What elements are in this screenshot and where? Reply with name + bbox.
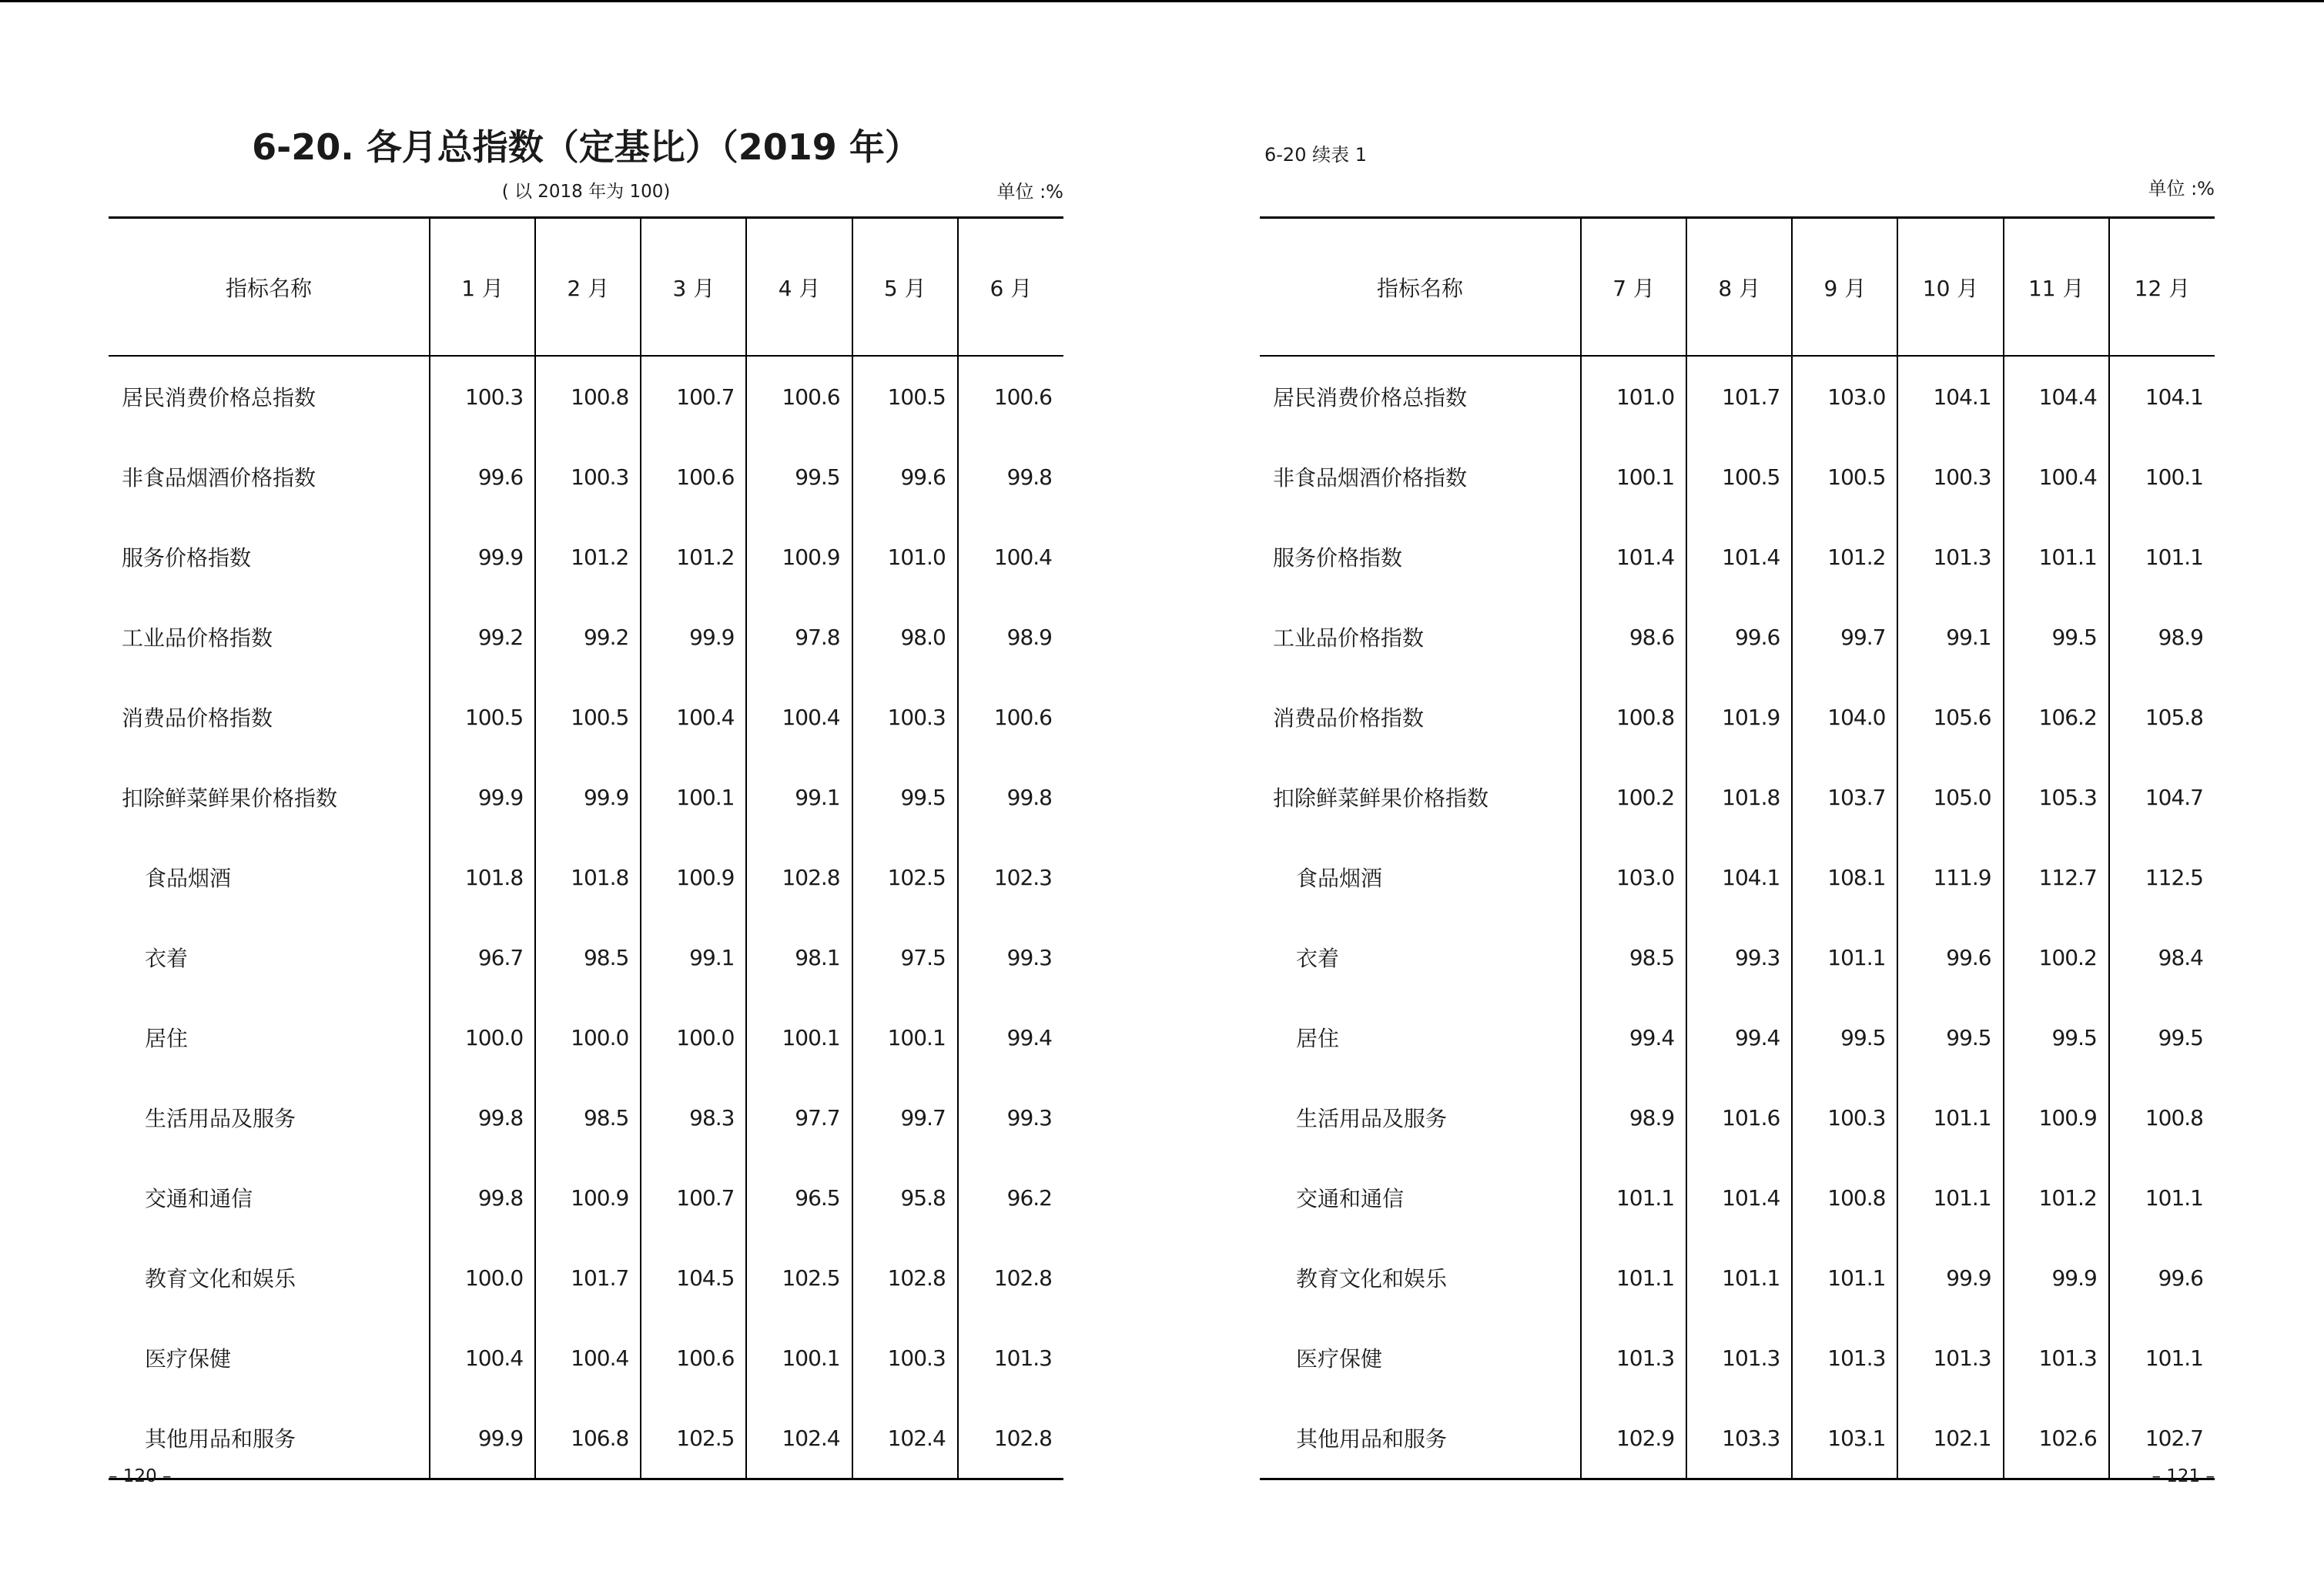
- row-label: 非食品烟酒价格指数: [1273, 465, 1468, 491]
- table-cell-value: 98.5: [535, 1077, 641, 1157]
- column-header-month: 4 月: [746, 218, 852, 357]
- row-label: 扣除鲜菜鲜果价格指数: [1273, 786, 1489, 811]
- row-label: 交通和通信: [145, 1186, 253, 1211]
- row-label: 交通和通信: [1296, 1186, 1405, 1211]
- table-cell-value: 98.9: [1581, 1077, 1686, 1157]
- page-number: – 120 –: [109, 1466, 172, 1486]
- row-label: 服务价格指数: [122, 545, 252, 571]
- table-cell-value: 100.9: [641, 837, 746, 917]
- table-title: 6-20. 各月总指数（定基比）（2019 年）: [252, 126, 920, 168]
- table-cell-value: 98.3: [641, 1077, 746, 1157]
- table-row: [109, 597, 1063, 677]
- table-cell-value: 99.9: [430, 517, 535, 597]
- table-cell-value: 99.4: [1581, 997, 1686, 1077]
- column-header-month: 5 月: [852, 218, 958, 357]
- row-label: 衣着: [145, 946, 189, 971]
- table-cell-value: 102.8: [852, 1238, 958, 1318]
- table-row: [1260, 1398, 2215, 1479]
- table-cell-value: 101.1: [1792, 1238, 1897, 1318]
- table-cell-value: 100.0: [430, 997, 535, 1077]
- table-cell-value: 101.1: [2109, 1157, 2215, 1238]
- table-cell-value: 112.7: [2004, 837, 2109, 917]
- column-header-month: 12 月: [2109, 218, 2215, 357]
- table-cell-value: 100.6: [641, 437, 746, 517]
- row-label: 工业品价格指数: [122, 625, 273, 651]
- table-cell-value: 101.4: [1686, 1157, 1792, 1238]
- table-cell-value: 97.5: [852, 917, 958, 997]
- table-row: [1260, 1157, 2215, 1238]
- table-cell-value: 99.8: [430, 1157, 535, 1238]
- table-row: [1260, 917, 2215, 997]
- row-label: 食品烟酒: [145, 866, 232, 891]
- table-cell-value: 100.8: [535, 356, 641, 437]
- table-cell-value: 103.0: [1581, 837, 1686, 917]
- column-header-month: 9 月: [1792, 218, 1897, 357]
- table-cell-value: 104.1: [1686, 837, 1792, 917]
- table-cell-value: 100.4: [535, 1318, 641, 1398]
- table-cell-value: 99.3: [958, 1077, 1063, 1157]
- table-cell-value: 101.1: [1581, 1157, 1686, 1238]
- table-cell-value: 100.9: [746, 517, 852, 597]
- table-cell-value: 101.2: [641, 517, 746, 597]
- table-cell-value: 100.5: [1686, 437, 1792, 517]
- table-row: [1260, 1077, 2215, 1157]
- table-cell-value: 99.1: [746, 757, 852, 837]
- table-cell-value: 99.5: [1897, 997, 2003, 1077]
- table-row: [1260, 757, 2215, 837]
- column-header-month: 1 月: [430, 218, 535, 357]
- row-label: 扣除鲜菜鲜果价格指数: [122, 786, 338, 811]
- table-cell-value: 99.9: [2004, 1238, 2109, 1318]
- table-cell-value: 99.5: [2004, 597, 2109, 677]
- table-cell-value: 100.3: [430, 356, 535, 437]
- table-cell-value: 100.1: [746, 1318, 852, 1398]
- table-cell-value: 100.5: [852, 356, 958, 437]
- table-cell-value: 99.5: [746, 437, 852, 517]
- table-cell-value: 99.9: [641, 597, 746, 677]
- table-cell-value: 102.5: [641, 1398, 746, 1479]
- table-cell-value: 101.2: [1792, 517, 1897, 597]
- table-cell-value: 99.1: [641, 917, 746, 997]
- table-row: [109, 1157, 1063, 1238]
- table-cell-value: 101.3: [1581, 1318, 1686, 1398]
- table-cell-value: 100.7: [641, 356, 746, 437]
- table-cell-value: 101.1: [1792, 917, 1897, 997]
- row-label: 消费品价格指数: [122, 705, 273, 731]
- table-row: [109, 517, 1063, 597]
- table-cell-value: 99.5: [852, 757, 958, 837]
- table-cell-value: 100.6: [641, 1318, 746, 1398]
- table-cell-value: 100.3: [1897, 437, 2003, 517]
- row-label: 服务价格指数: [1273, 545, 1403, 571]
- table-cell-value: 102.9: [1581, 1398, 1686, 1479]
- table-cell-value: 102.8: [746, 837, 852, 917]
- table-cell-value: 101.6: [1686, 1077, 1792, 1157]
- table-cell-value: 102.5: [746, 1238, 852, 1318]
- table-cell-value: 102.5: [852, 837, 958, 917]
- table-cell-value: 104.0: [1792, 677, 1897, 757]
- table-cell-value: 100.1: [641, 757, 746, 837]
- table-cell-value: 105.8: [2109, 677, 2215, 757]
- table-cell-value: 99.5: [2004, 997, 2109, 1077]
- page-right: [1260, 0, 2215, 1588]
- row-label: 生活用品及服务: [145, 1106, 296, 1131]
- table-cell-value: 99.3: [958, 917, 1063, 997]
- table-cell-value: 100.7: [641, 1157, 746, 1238]
- table-cell-value: 101.0: [1581, 356, 1686, 437]
- table-row: [1260, 437, 2215, 517]
- row-label: 衣着: [1296, 946, 1340, 971]
- unit-label: 单位 :%: [2148, 178, 2215, 199]
- table-cell-value: 100.4: [746, 677, 852, 757]
- table-cell-value: 103.0: [1792, 356, 1897, 437]
- table-cell-value: 99.8: [430, 1077, 535, 1157]
- table-cell-value: 99.9: [1897, 1238, 2003, 1318]
- table-cell-value: 100.1: [2109, 437, 2215, 517]
- row-label: 医疗保健: [1296, 1346, 1383, 1372]
- table-row: [109, 677, 1063, 757]
- table-cell-value: 99.6: [1686, 597, 1792, 677]
- column-header-month: 11 月: [2004, 218, 2109, 357]
- table-cell-value: 100.3: [1792, 1077, 1897, 1157]
- column-header-month: 8 月: [1686, 218, 1792, 357]
- table-cell-value: 100.1: [852, 997, 958, 1077]
- table-row: [109, 917, 1063, 997]
- table-cell-value: 98.9: [2109, 597, 2215, 677]
- table-row: [109, 1077, 1063, 1157]
- table-cell-value: 101.3: [2004, 1318, 2109, 1398]
- table-cell-value: 101.1: [1897, 1077, 2003, 1157]
- table-cell-value: 101.1: [2109, 1318, 2215, 1398]
- table-subtitle: ( 以 2018 年为 100): [501, 182, 671, 202]
- table-cell-value: 99.4: [1686, 997, 1792, 1077]
- table-cell-value: 101.9: [1686, 677, 1792, 757]
- table-cell-value: 102.3: [958, 837, 1063, 917]
- table-cell-value: 108.1: [1792, 837, 1897, 917]
- row-label: 居住: [1296, 1026, 1340, 1051]
- table-cell-value: 102.4: [746, 1398, 852, 1479]
- table-row: [1260, 837, 2215, 917]
- table-cell-value: 100.1: [746, 997, 852, 1077]
- table-cell-value: 98.4: [2109, 917, 2215, 997]
- table-cell-value: 98.6: [1581, 597, 1686, 677]
- table-row: [109, 757, 1063, 837]
- table-cell-value: 101.4: [1581, 517, 1686, 597]
- table-cell-value: 99.8: [958, 437, 1063, 517]
- table-cell-value: 100.0: [430, 1238, 535, 1318]
- table-cell-value: 100.2: [1581, 757, 1686, 837]
- table-row: [1260, 1238, 2215, 1318]
- table-row: [109, 437, 1063, 517]
- table-cell-value: 99.6: [2109, 1238, 2215, 1318]
- table-cell-value: 99.7: [1792, 597, 1897, 677]
- header-row: [1260, 218, 2215, 357]
- table-cell-value: 98.5: [1581, 917, 1686, 997]
- table-cell-value: 100.5: [430, 677, 535, 757]
- table-cell-value: 97.7: [746, 1077, 852, 1157]
- table-cell-value: 104.1: [2109, 356, 2215, 437]
- table-cell-value: 104.5: [641, 1238, 746, 1318]
- table-cell-value: 99.2: [430, 597, 535, 677]
- unit-label: 单位 :%: [996, 181, 1063, 203]
- table-cell-value: 100.8: [2109, 1077, 2215, 1157]
- table-cell-value: 101.7: [535, 1238, 641, 1318]
- table-cell-value: 101.3: [1897, 1318, 2003, 1398]
- table-cell-value: 100.6: [746, 356, 852, 437]
- table-cell-value: 99.9: [430, 1398, 535, 1479]
- row-label: 医疗保健: [145, 1346, 232, 1372]
- data-table-right: [1260, 216, 2215, 1480]
- row-label: 生活用品及服务: [1296, 1106, 1448, 1131]
- table-cell-value: 101.3: [958, 1318, 1063, 1398]
- row-label: 居民消费价格总指数: [122, 385, 316, 410]
- continuation-title: 6-20 续表 1: [1264, 144, 1367, 166]
- table-cell-value: 99.6: [852, 437, 958, 517]
- table-row: [109, 1398, 1063, 1479]
- table-cell-value: 100.3: [535, 437, 641, 517]
- table-row: [109, 1318, 1063, 1398]
- table-cell-value: 103.7: [1792, 757, 1897, 837]
- table-cell-value: 99.5: [2109, 997, 2215, 1077]
- table-cell-value: 101.1: [2004, 517, 2109, 597]
- table-cell-value: 101.4: [1686, 517, 1792, 597]
- table-cell-value: 101.3: [1792, 1318, 1897, 1398]
- table-cell-value: 99.1: [1897, 597, 2003, 677]
- table-cell-value: 101.0: [852, 517, 958, 597]
- table-cell-value: 102.8: [958, 1398, 1063, 1479]
- table-cell-value: 102.6: [2004, 1398, 2109, 1479]
- table-cell-value: 101.3: [1897, 517, 2003, 597]
- table-cell-value: 99.3: [1686, 917, 1792, 997]
- table-cell-value: 112.5: [2109, 837, 2215, 917]
- table-row: [109, 837, 1063, 917]
- table-cell-value: 111.9: [1897, 837, 2003, 917]
- table-cell-value: 102.4: [852, 1398, 958, 1479]
- table-cell-value: 99.8: [958, 757, 1063, 837]
- row-label: 居住: [145, 1026, 189, 1051]
- column-header-month: 6 月: [958, 218, 1063, 357]
- table-cell-value: 96.5: [746, 1157, 852, 1238]
- table-cell-value: 98.5: [535, 917, 641, 997]
- table-cell-value: 104.1: [1897, 356, 2003, 437]
- table-cell-value: 100.1: [1581, 437, 1686, 517]
- table-cell-value: 99.9: [535, 757, 641, 837]
- table-cell-value: 100.4: [430, 1318, 535, 1398]
- table-cell-value: 101.7: [1686, 356, 1792, 437]
- table-row: [109, 356, 1063, 437]
- table-cell-value: 100.9: [535, 1157, 641, 1238]
- table-cell-value: 99.7: [852, 1077, 958, 1157]
- table-cell-value: 103.3: [1686, 1398, 1792, 1479]
- table-cell-value: 104.7: [2109, 757, 2215, 837]
- table-cell-value: 101.1: [1686, 1238, 1792, 1318]
- row-label: 工业品价格指数: [1273, 625, 1425, 651]
- table-row: [1260, 517, 2215, 597]
- column-header-month: 7 月: [1581, 218, 1686, 357]
- table-row: [1260, 1318, 2215, 1398]
- table-row: [1260, 597, 2215, 677]
- table-cell-value: 100.0: [641, 997, 746, 1077]
- row-label: 教育文化和娱乐: [1296, 1266, 1448, 1292]
- table-cell-value: 101.1: [2109, 517, 2215, 597]
- table-cell-value: 100.4: [958, 517, 1063, 597]
- table-cell-value: 98.0: [852, 597, 958, 677]
- table-cell-value: 101.1: [1581, 1238, 1686, 1318]
- table-cell-value: 99.9: [430, 757, 535, 837]
- row-label: 居民消费价格总指数: [1273, 385, 1468, 410]
- column-header-month: 2 月: [535, 218, 641, 357]
- table-cell-value: 100.6: [958, 356, 1063, 437]
- table-cell-value: 101.8: [535, 837, 641, 917]
- row-label: 消费品价格指数: [1273, 705, 1425, 731]
- table-cell-value: 101.3: [1686, 1318, 1792, 1398]
- row-label: 其他用品和服务: [145, 1426, 296, 1452]
- table-cell-value: 102.8: [958, 1238, 1063, 1318]
- table-cell-value: 99.4: [958, 997, 1063, 1077]
- row-label: 非食品烟酒价格指数: [122, 465, 316, 491]
- table-cell-value: 106.8: [535, 1398, 641, 1479]
- table-cell-value: 98.9: [958, 597, 1063, 677]
- table-row: [1260, 677, 2215, 757]
- table-cell-value: 105.3: [2004, 757, 2109, 837]
- table-cell-value: 100.4: [641, 677, 746, 757]
- table-cell-value: 100.3: [852, 1318, 958, 1398]
- table-cell-value: 102.1: [1897, 1398, 2003, 1479]
- table-cell-value: 106.2: [2004, 677, 2109, 757]
- table-cell-value: 97.8: [746, 597, 852, 677]
- table-cell-value: 99.5: [1792, 997, 1897, 1077]
- row-label: 食品烟酒: [1296, 866, 1383, 891]
- table-cell-value: 104.4: [2004, 356, 2109, 437]
- table-cell-value: 101.1: [1897, 1157, 2003, 1238]
- table-cell-value: 96.2: [958, 1157, 1063, 1238]
- table-cell-value: 101.2: [2004, 1157, 2109, 1238]
- table-cell-value: 100.8: [1581, 677, 1686, 757]
- table-cell-value: 101.8: [1686, 757, 1792, 837]
- data-table-left: [109, 216, 1063, 1480]
- table-cell-value: 105.6: [1897, 677, 2003, 757]
- table-cell-value: 96.7: [430, 917, 535, 997]
- column-header-month: 10 月: [1897, 218, 2003, 357]
- table-row: [109, 997, 1063, 1077]
- table-cell-value: 100.8: [1792, 1157, 1897, 1238]
- table-cell-value: 100.3: [852, 677, 958, 757]
- page-left: [109, 0, 1063, 1588]
- table-cell-value: 100.9: [2004, 1077, 2109, 1157]
- table-cell-value: 101.2: [535, 517, 641, 597]
- header-row: [109, 218, 1063, 357]
- table-cell-value: 99.2: [535, 597, 641, 677]
- page-number: – 121 –: [2152, 1466, 2215, 1486]
- table-row: [1260, 997, 2215, 1077]
- table-cell-value: 101.8: [430, 837, 535, 917]
- table-cell-value: 100.2: [2004, 917, 2109, 997]
- table-row: [109, 1238, 1063, 1318]
- table-cell-value: 100.6: [958, 677, 1063, 757]
- table-row: [1260, 356, 2215, 437]
- row-label: 其他用品和服务: [1296, 1426, 1448, 1452]
- table-cell-value: 105.0: [1897, 757, 2003, 837]
- table-cell-value: 99.6: [430, 437, 535, 517]
- row-label: 教育文化和娱乐: [145, 1266, 296, 1292]
- table-cell-value: 102.7: [2109, 1398, 2215, 1479]
- table-cell-value: 99.6: [1897, 917, 2003, 997]
- column-header-indicator: 指标名称: [1260, 218, 1581, 357]
- table-cell-value: 98.1: [746, 917, 852, 997]
- table-cell-value: 100.5: [1792, 437, 1897, 517]
- column-header-month: 3 月: [641, 218, 746, 357]
- table-cell-value: 95.8: [852, 1157, 958, 1238]
- column-header-indicator: 指标名称: [109, 218, 430, 357]
- table-cell-value: 100.0: [535, 997, 641, 1077]
- table-cell-value: 100.5: [535, 677, 641, 757]
- table-cell-value: 103.1: [1792, 1398, 1897, 1479]
- table-cell-value: 100.4: [2004, 437, 2109, 517]
